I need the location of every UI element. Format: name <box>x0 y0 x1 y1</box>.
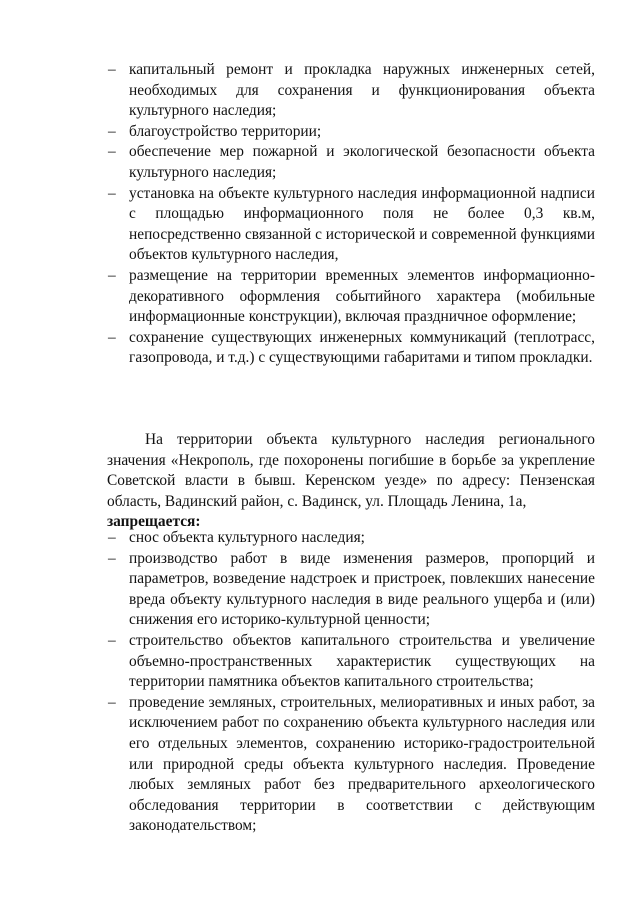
list-item <box>108 528 595 549</box>
list-item <box>108 184 595 266</box>
dash-marker: – <box>108 122 116 140</box>
list-item <box>108 549 595 631</box>
dash-marker: – <box>108 529 116 546</box>
list-item-text: снос объекта культурного наследия; <box>129 529 365 546</box>
list-item <box>108 631 595 693</box>
list-item-text: обеспечение мер пожарной и экологической безопасности объекта культурного наследия; <box>129 143 595 181</box>
dash-marker: – <box>108 184 116 202</box>
dash-marker: – <box>108 693 116 711</box>
list-item-text: производство работ в виде изменения размеров, пропорций и параметров, возведение надстроек и пристроек, повлекших нанесение вреда объекту культурного наследия в виде реального ущерба и (или) снижения его историко-культурной ценности; <box>129 549 595 629</box>
list-item <box>108 693 595 837</box>
allowed-works-list <box>0 60 640 369</box>
list-item-text: установка на объекте культурного наследия информационной надписи с площадью информационного поля не более 0,3 кв.м, непосредственно связанной с исторической и современной функциями объектов культурного наследия, <box>129 184 595 264</box>
dash-marker: – <box>108 631 116 649</box>
list-item <box>108 60 595 122</box>
list-item <box>108 142 595 183</box>
prohibition-intro-paragraph <box>107 430 595 533</box>
list-item-text: сохранение существующих инженерных коммуникаций (теплотрасс, газопровода, и т.д.) с существующими габаритами и типом прокладки. <box>129 328 595 367</box>
list-item <box>108 266 595 328</box>
list-item-text: проведение земляных, строительных, мелиоративных и иных работ, за исключением работ по сохранению объекта культурного наследия или его отдельных элементов, сохранению историко-градостроительной или природной среды объекта культурного наследия. Проведение любых земляных работ без предварительного археологического обследования территории в соответствии с действующим законодательством; <box>129 693 595 835</box>
dash-marker: – <box>108 143 116 161</box>
list-item <box>108 122 595 143</box>
list-item-text: строительство объектов капитального строительства и увеличение объемно-пространственных характеристик существующих на территории памятника объектов капитального строительства; <box>129 631 595 691</box>
list-item-text: благоустройство территории; <box>129 122 322 140</box>
list-item-text: капитальный ремонт и прокладка наружных инженерных сетей, необходимых для сохранения и функционирования объекта культурного наследия; <box>129 61 595 120</box>
paragraph-text: На территории объекта культурного наследия регионального значения «Некрополь, где похоронены погибшие в борьбе за укрепление Советской власти в бывш. Керенском уезде» по адресу: Пензенская область, Вадинский район, с. Вадинск, ул. Площадь Ленина, 1а, <box>107 431 595 510</box>
dash-marker: – <box>108 266 116 284</box>
list-item <box>108 328 595 369</box>
prohibited-works-list <box>0 528 640 837</box>
dash-marker: – <box>108 61 116 78</box>
dash-marker: – <box>108 328 116 346</box>
prohibited-heading: запрещается: <box>107 513 201 531</box>
dash-marker: – <box>108 549 116 567</box>
list-item-text: размещение на территории временных элементов информационно-декоративного оформления событийного характера (мобильные информационные конструкции), включая праздничное оформление; <box>129 266 595 326</box>
